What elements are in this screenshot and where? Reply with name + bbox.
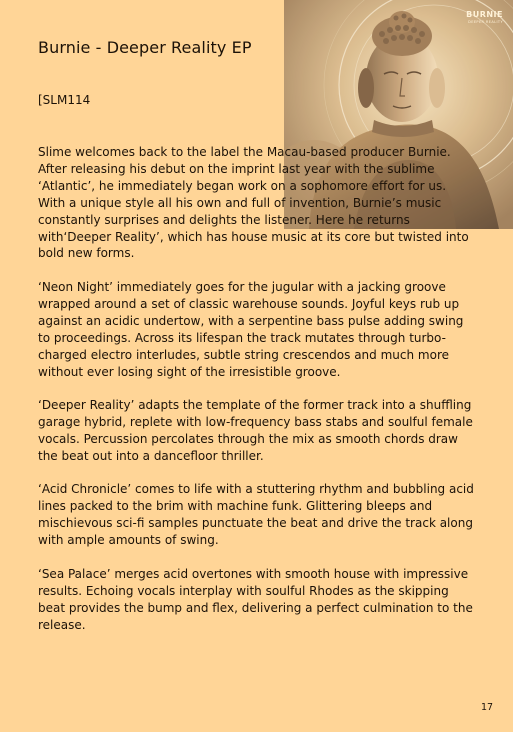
paragraph-deeper-reality: ‘Deeper Reality’ adapts the template of the former track into a shuffling garage hybrid, replete with low-frequency bass stabs and soulful female vocals. Percussion percolates through the mix as smooth chords draw the beat out into a dancefloor thriller.: [38, 398, 473, 463]
catalog-number: [SLM114: [38, 93, 91, 107]
cover-brand: [466, 10, 503, 24]
paragraph-acid-chronicle: ‘Acid Chronicle’ comes to life with a stuttering rhythm and bubbling acid lines packed to the brim with machine funk. Glittering bleeps and mischievous sci-fi samples punctuate the beat and drive the track along with ample amounts of swing.: [38, 482, 474, 548]
page-number: 17: [481, 702, 494, 713]
release-description: [38, 144, 474, 650]
cover-brand-name: BURNIE: [466, 10, 503, 19]
cover-subtitle: DEEPER REALITY: [468, 20, 503, 24]
paragraph-neon-night: ‘Neon Night’ immediately goes for the jugular with a jacking groove wrapped around a set of classic warehouse sounds. Joyful keys rub up against an acidic undertow, with a serpentine bass pulse adding swing to proceedings. Across its lifespan the track mutates through turbo-charged electro interludes, subtle string crescendos and much more without ever losing sight of the irresistible groove.: [38, 280, 464, 379]
paragraph-sea-palace: ‘Sea Palace’ merges acid overtones with smooth house with impressive results. Echoing vocals interplay with soulful Rhodes as the skipping beat provides the bump and flex, delivering a perfect culmination to the release.: [38, 566, 473, 632]
paragraph-intro: Slime welcomes back to the label the Macau-based producer Burnie. After releasing his debut on the imprint last year with the sublime ‘Atlantic’, he immediately began work on a sophomore effort for us. With a unique style all his own and full of invention, Burnie’s music constantly surprises and delights the listener. Here he returns with‘Deeper Reality’, which has house music at its core but twisted into bold new forms.: [38, 145, 469, 261]
page-title: Burnie - Deeper Reality EP: [38, 38, 252, 57]
